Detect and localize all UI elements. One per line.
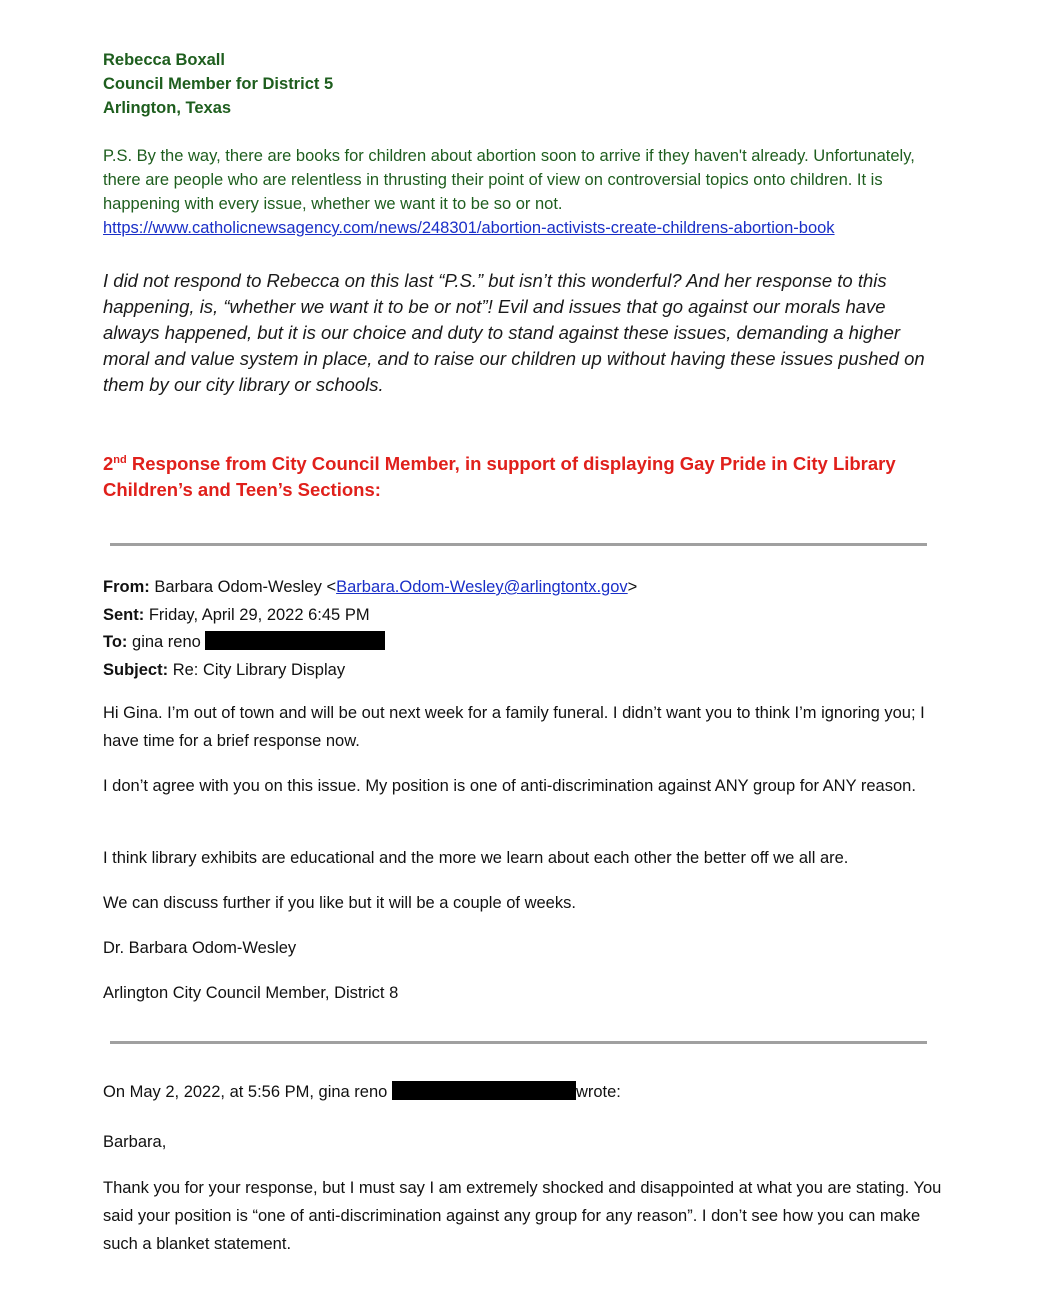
signature-location: Arlington, Texas [103,99,232,117]
email-subject-line [103,657,943,685]
email-signature-name: Dr. Barbara Odom-Wesley [103,939,297,957]
reply-greeting: Barbara, [103,1133,167,1151]
reply-intro: On May 2, 2022, at 5:56 PM, gina reno [103,1083,388,1101]
sent-label: Sent: [103,605,145,624]
redaction-bar [205,631,385,650]
signature-block [103,48,943,120]
from-name: Barbara Odom-Wesley [154,578,322,596]
email-paragraph: I think library exhibits are educational and the more we learn about each other the better off we all are. [103,849,849,867]
from-label: From: [103,578,150,596]
reply-body: Thank you for your response, but I must say I am extremely shocked and disappointed at what you are stating. You said your position is “one of anti-discrimination against any group for any reason”. I don’t see how you can make such a blanket statement. [103,1179,942,1253]
signature-title: Council Member for District 5 [103,75,334,93]
redaction-bar [392,1081,576,1100]
to-label: To: [103,633,128,651]
section-heading [103,451,943,503]
sent-value: Friday, April 29, 2022 6:45 PM [148,605,370,624]
signature-name: Rebecca Boxall [103,51,225,69]
divider-rule [110,1041,927,1044]
subject-label: Subject: [103,660,169,679]
postscript-text: P.S. By the way, there are books for children about abortion soon to arrive if they haven't already. Unfortunately, there are people who are relentless in thrusting their point of view on controversial topics onto children. It is happening with every issue, whether we want it to be so or not. [103,147,915,213]
email-to-line [103,629,943,657]
heading-ordinal: 2 [103,453,114,474]
from-email-link[interactable]: Barbara.Odom-Wesley@arlingtontx.gov [336,578,628,596]
to-value: gina reno [132,633,201,651]
email-paragraph: I don’t agree with you on this issue. My position is one of anti-discrimination against ANY group for ANY reason. [103,777,916,795]
commentary-paragraph: I did not respond to Rebecca on this last “P.S.” but isn’t this wonderful? And her response to this happening, is, “whether we want it to be or not”! Evil and issues that go against our morals have always happened, but it is our choice and duty to stand against these issues, demanding a higher moral and value system in place, and to raise our children up without having these issues pushed on them by our city library or schools. [103,270,925,395]
email-sent-line [103,602,943,630]
reply-intro-line [103,1078,943,1106]
email-from-line: From: Barbara Odom-Wesley <Barbara.Odom-Wesley@arlingtontx.gov> [103,578,638,596]
email-signature-title: Arlington City Council Member, District 8 [103,984,399,1002]
email-paragraph: We can discuss further if you like but it will be a couple of weeks. [103,894,576,912]
heading-ordinal-suffix: nd [113,454,127,466]
reply-wrote: wrote: [575,1083,621,1101]
email-header [103,574,943,684]
email-paragraph: Hi Gina. I’m out of town and will be out next week for a family funeral. I didn’t want you to think I’m ignoring you; I have time for a brief response now. [103,704,925,750]
postscript-link[interactable]: https://www.catholicnewsagency.com/news/248301/abortion-activists-create-childrens-abortion-book [103,219,835,237]
postscript [103,144,943,240]
divider-rule [110,543,927,546]
heading-text: Response from City Council Member, in support of displaying Gay Pride in City Library Children’s and Teen’s Sections: [103,453,896,500]
subject-value: Re: City Library Display [172,660,346,679]
